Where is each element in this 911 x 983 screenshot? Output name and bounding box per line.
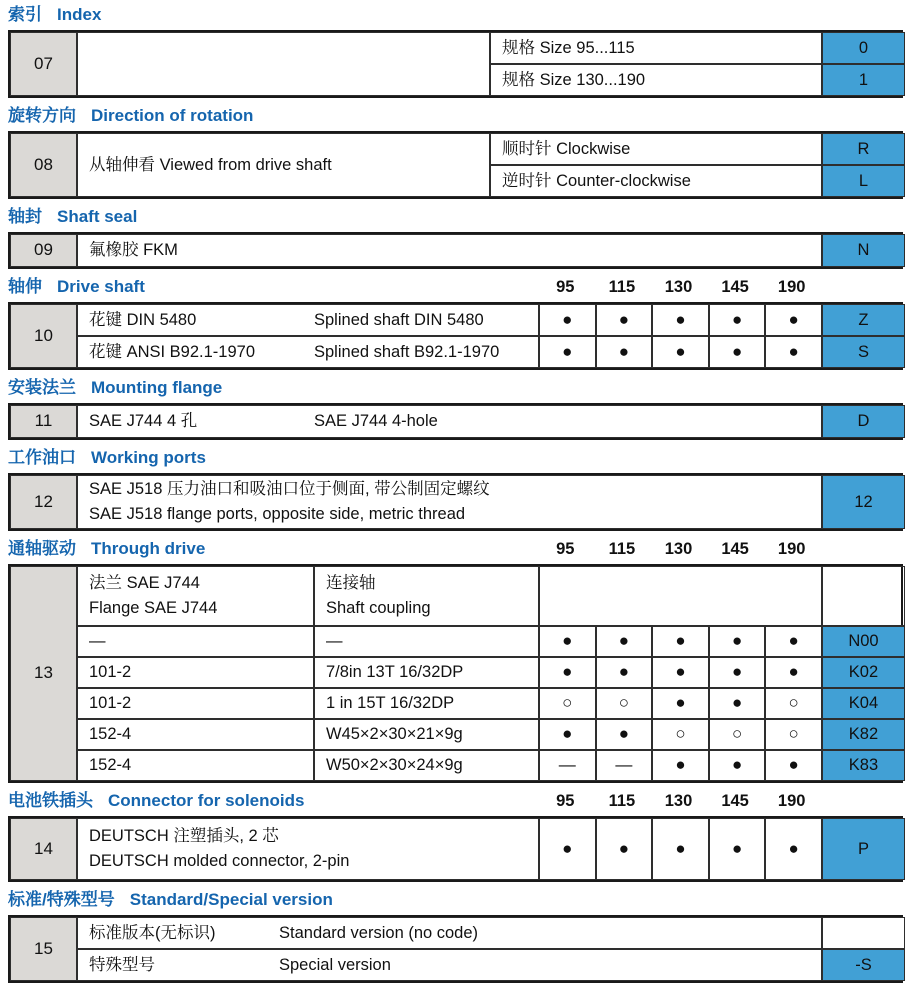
section-title-zh: 安装法兰 [8, 378, 76, 397]
code-cell: Z [822, 304, 905, 336]
connector-table [8, 816, 903, 882]
section-title-zh: 旋转方向 [8, 106, 76, 125]
coupling-value: 1 in 15T 16/32DP [314, 688, 539, 719]
code-cell: N00 [822, 626, 905, 657]
availability-dot: ○ [765, 688, 822, 719]
section-title-working-ports [8, 447, 903, 469]
code-cell: 12 [822, 475, 905, 529]
option-line-en: SAE J518 flange ports, opposite side, metric thread [89, 505, 466, 523]
size-header-115: 115 [608, 792, 636, 810]
option-label [77, 405, 822, 438]
availability-dot: ● [709, 626, 766, 657]
flange-column-header [77, 566, 314, 626]
availability-dot: ● [596, 657, 653, 688]
empty-cell [77, 32, 490, 96]
section-title-zh: 通轴驱动 [8, 539, 76, 558]
code-cell: 0 [822, 32, 905, 64]
viewed-from-shaft-label: 从轴伸看 Viewed from drive shaft [77, 133, 490, 197]
direction-table [8, 131, 903, 199]
availability-dot: ● [765, 336, 822, 368]
section-title-en: Connector for solenoids [108, 791, 305, 810]
availability-dot: ● [652, 336, 709, 368]
size-header-95: 95 [556, 792, 575, 810]
code-cell: L [822, 165, 905, 197]
size-header-130: 130 [664, 540, 693, 558]
code-cell: K82 [822, 719, 905, 750]
section-title-en: Standard/Special version [129, 890, 333, 909]
availability-dot: ● [596, 626, 653, 657]
flange-header-zh: 法兰 SAE J744 [89, 574, 200, 593]
option-label [77, 336, 539, 368]
index-cell: 14 [10, 818, 77, 880]
section-title-zh: 工作油口 [8, 448, 76, 467]
availability-dot: ● [596, 719, 653, 750]
option-label [77, 304, 539, 336]
index-cell: 13 [10, 566, 77, 781]
availability-dot: ○ [709, 719, 766, 750]
section-title-index [8, 4, 903, 26]
empty-cell [539, 566, 822, 626]
option-label-en: Splined shaft B92.1-1970 [314, 342, 500, 361]
availability-dot: ● [652, 688, 709, 719]
availability-dot: ● [765, 304, 822, 336]
section-title-through-drive [8, 538, 903, 560]
code-cell: -S [822, 949, 905, 981]
option-label: 逆时针 Counter-clockwise [490, 165, 822, 197]
index-cell: 10 [10, 304, 77, 368]
section-title-zh: 轴封 [8, 207, 42, 226]
index-cell: 07 [10, 32, 77, 96]
size-header-130: 130 [664, 792, 693, 810]
availability-dot: ● [765, 750, 822, 781]
code-cell: N [822, 234, 905, 267]
option-label-zh: 特殊型号 [89, 955, 155, 974]
section-title-zh: 轴伸 [8, 277, 42, 296]
option-label [77, 949, 822, 981]
section-title-shaft-seal [8, 206, 903, 228]
size-header-115: 115 [608, 278, 636, 296]
availability-dot: ● [652, 657, 709, 688]
option-line-en: DEUTSCH molded connector, 2-pin [89, 852, 350, 870]
version-table [8, 915, 903, 983]
availability-dot: ● [709, 304, 766, 336]
section-title-en: Index [57, 5, 102, 24]
option-line-zh: DEUTSCH 注塑插头, 2 芯 [89, 827, 279, 846]
availability-dot: ● [539, 626, 596, 657]
option-label-en: SAE J744 4-hole [314, 412, 438, 431]
option-label-zh: 花键 ANSI B92.1-1970 [89, 342, 255, 361]
index-table [8, 30, 903, 98]
size-header-95: 95 [556, 278, 575, 296]
section-title-standard-special-version [8, 889, 903, 911]
availability-dot: ● [765, 818, 822, 880]
section-title-en: Mounting flange [91, 378, 223, 397]
size-header-130: 130 [664, 278, 693, 296]
flange-value: 101-2 [77, 657, 314, 688]
code-cell: K02 [822, 657, 905, 688]
section-title-zh: 电池铁插头 [8, 791, 93, 810]
availability-dot: ● [765, 626, 822, 657]
section-title-en: Through drive [91, 539, 206, 558]
section-title-zh: 索引 [8, 5, 42, 24]
option-label [77, 818, 539, 880]
coupling-header-zh: 连接轴 [326, 574, 376, 593]
coupling-value: — [314, 626, 539, 657]
availability-dot: ● [765, 657, 822, 688]
availability-dot: ● [539, 818, 596, 880]
availability-dot: ● [539, 336, 596, 368]
option-line-zh: SAE J518 压力油口和吸油口位于侧面, 带公制固定螺纹 [89, 480, 490, 499]
availability-dot: ● [596, 818, 653, 880]
section-title-en: Working ports [91, 448, 206, 467]
coupling-value: W50×2×30×24×9g [314, 750, 539, 781]
option-label-en: Standard version (no code) [279, 923, 479, 942]
option-label-zh: SAE J744 4 孔 [89, 412, 198, 431]
through-drive-table [8, 564, 903, 783]
size-header-190: 190 [777, 540, 806, 558]
option-label-en: Special version [279, 955, 391, 974]
drive-shaft-table [8, 302, 903, 370]
option-label-zh: 花键 DIN 5480 [89, 310, 197, 329]
option-label: 氟橡胶 FKM [77, 234, 822, 267]
coupling-value: 7/8in 13T 16/32DP [314, 657, 539, 688]
availability-dot: ● [652, 750, 709, 781]
coupling-value: W45×2×30×21×9g [314, 719, 539, 750]
option-label-en: Splined shaft DIN 5480 [314, 310, 484, 329]
availability-dot: ● [709, 750, 766, 781]
option-label: 规格 Size 130...190 [490, 64, 822, 96]
availability-dot: — [596, 750, 653, 781]
code-cell: 1 [822, 64, 905, 96]
size-header-145: 145 [721, 278, 749, 296]
section-title-zh: 标准/特殊型号 [8, 890, 115, 909]
option-label-zh: 标准版本(无标识) [89, 923, 216, 942]
availability-dot: ○ [652, 719, 709, 750]
code-cell: K83 [822, 750, 905, 781]
option-label: 规格 Size 95...115 [490, 32, 822, 64]
index-cell: 15 [10, 917, 77, 981]
option-label: 顺时针 Clockwise [490, 133, 822, 165]
availability-dot: ● [652, 818, 709, 880]
coupling-header-en: Shaft coupling [326, 599, 431, 617]
availability-dot: ● [539, 304, 596, 336]
availability-dot: ● [539, 719, 596, 750]
size-header-145: 145 [721, 540, 749, 558]
code-cell: K04 [822, 688, 905, 719]
flange-value: 152-4 [77, 750, 314, 781]
shaft-seal-table [8, 232, 903, 269]
availability-dot: ● [709, 336, 766, 368]
index-cell: 11 [10, 405, 77, 438]
section-title-en: Shaft seal [57, 207, 138, 226]
code-cell: R [822, 133, 905, 165]
availability-dot: ● [709, 657, 766, 688]
availability-dot: ● [652, 626, 709, 657]
code-cell: S [822, 336, 905, 368]
size-header-145: 145 [721, 792, 749, 810]
index-cell: 09 [10, 234, 77, 267]
code-cell: D [822, 405, 905, 438]
option-label [77, 917, 822, 949]
availability-dot: — [539, 750, 596, 781]
availability-dot: ● [709, 688, 766, 719]
section-title-en: Drive shaft [57, 277, 145, 296]
availability-dot: ○ [596, 688, 653, 719]
mounting-flange-table [8, 403, 903, 440]
availability-dot: ● [596, 336, 653, 368]
availability-dot: ● [596, 304, 653, 336]
flange-value: 152-4 [77, 719, 314, 750]
flange-value: 101-2 [77, 688, 314, 719]
option-label [77, 475, 822, 529]
flange-header-en: Flange SAE J744 [89, 599, 218, 617]
index-cell: 08 [10, 133, 77, 197]
size-header-190: 190 [777, 278, 806, 296]
section-title-en: Direction of rotation [91, 106, 254, 125]
section-title-mounting-flange [8, 377, 903, 399]
empty-code-cell [822, 566, 905, 626]
availability-dot: ● [652, 304, 709, 336]
coupling-column-header [314, 566, 539, 626]
availability-dot: ● [709, 818, 766, 880]
size-header-115: 115 [608, 540, 636, 558]
size-header-190: 190 [777, 792, 806, 810]
section-title-connector-for-solenoids [8, 790, 903, 812]
working-ports-table [8, 473, 903, 531]
availability-dot: ○ [765, 719, 822, 750]
code-cell: P [822, 818, 905, 880]
section-title-drive-shaft [8, 276, 903, 298]
flange-value: — [77, 626, 314, 657]
index-cell: 12 [10, 475, 77, 529]
size-header-95: 95 [556, 540, 575, 558]
availability-dot: ○ [539, 688, 596, 719]
section-title-direction-of-rotation [8, 105, 903, 127]
availability-dot: ● [539, 657, 596, 688]
empty-code-cell [822, 917, 905, 949]
